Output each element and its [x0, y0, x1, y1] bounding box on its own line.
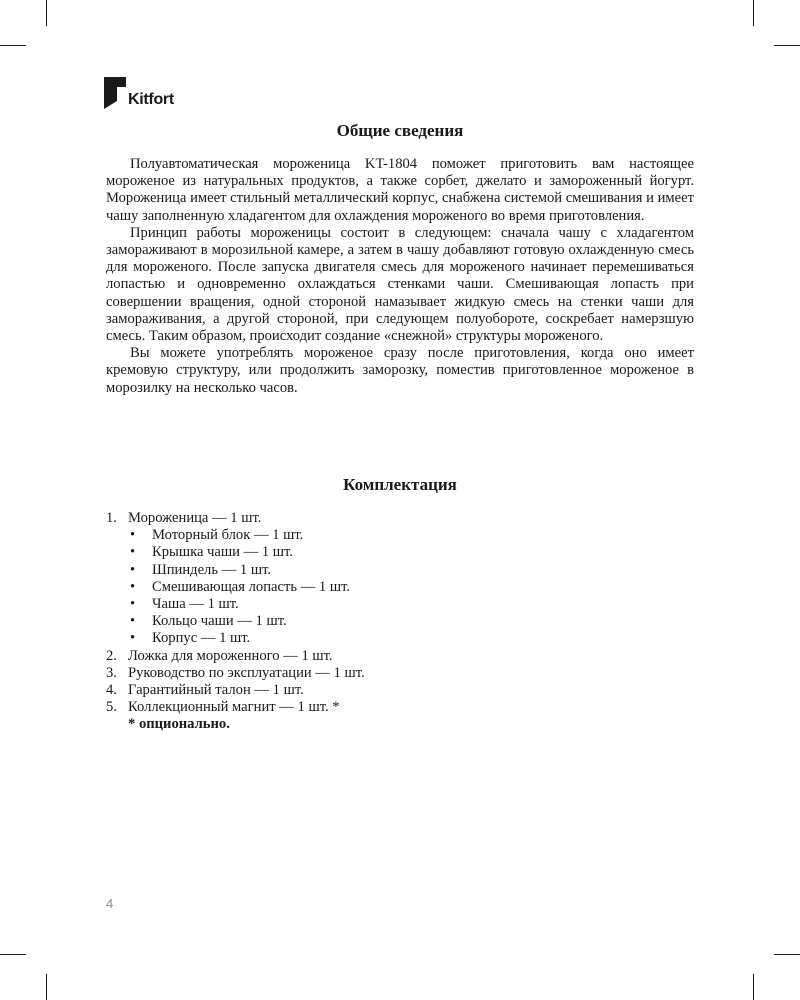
bullet: • [130, 613, 136, 630]
page-number: 4 [106, 896, 114, 911]
optional-note: * опционально. [128, 716, 230, 733]
kit-list [106, 510, 365, 734]
item-label: Гарантийный талон — 1 шт. [128, 682, 304, 699]
item-label: Руководство по эксплуатации — 1 шт. [128, 664, 365, 681]
bullet: • [130, 578, 136, 595]
list-item [106, 648, 365, 665]
item-label: Мороженица — 1 шт. [128, 510, 262, 526]
crop-mark [0, 45, 26, 46]
sub-item: • Смешивающая лопасть — 1 шт. [130, 578, 351, 595]
list-item [106, 682, 365, 699]
crop-mark [774, 45, 800, 46]
item-number: 1. [106, 510, 117, 526]
crop-mark [46, 0, 47, 26]
sub-item: • Моторный блок — 1 шт. [130, 527, 304, 544]
general-heading: Общие сведения [336, 121, 464, 140]
sub-item: • Чаша — 1 шт. [130, 596, 239, 613]
crop-mark [753, 974, 754, 1000]
bullet: • [130, 596, 136, 613]
crop-mark [0, 954, 26, 955]
bullet: • [130, 527, 136, 544]
item-number: 3. [106, 664, 117, 681]
bullet: • [130, 544, 136, 561]
general-body [106, 156, 694, 397]
item-number: 4. [106, 682, 117, 699]
item-label: Ложка для мороженного — 1 шт. [128, 647, 333, 664]
bullet: • [130, 630, 136, 647]
crop-mark [753, 0, 754, 26]
paragraph: Принцип работы мороженицы состоит в следующем: сначала чашу с хладагентом замораживают в морозильной камере, а затем в чашу добавляют готовую охлажденную смесь для мороженого. После запуска двигателя смесь для мороженого начинает перемешиваться лопастью и одновременно охлаждаться стенками чаши. Смешивающая лопасть при совершении вращения, одной стороной намазывает жидкую смесь на стенки чаши для замораживания, а другой стороной, при следующем полуобороте, соскребает намерзшую смесь. Таким образом, происходит создание «снежной» структуры мороженого. [106, 224, 694, 345]
list-item [106, 699, 365, 716]
list-item [106, 665, 365, 682]
item-number: 2. [106, 647, 117, 664]
item-number: 5. [106, 699, 117, 716]
sub-list [128, 527, 365, 647]
sub-item: • Корпус — 1 шт. [130, 630, 251, 647]
sub-item: • Шпиндель — 1 шт. [130, 561, 271, 578]
kitfort-mark-icon [104, 77, 126, 109]
crop-mark [46, 974, 47, 1000]
bullet: • [130, 561, 136, 578]
brand-name: Kitfort [128, 91, 174, 108]
sub-item: • Кольцо чаши — 1 шт. [130, 613, 287, 630]
paragraph: Вы можете употреблять мороженое сразу после приготовления, когда оно имеет кремовую структуру, или продолжить заморозку, поместив приготовленное мороженое в морозилку на несколько часов. [106, 345, 694, 396]
sub-item: • Крышка чаши — 1 шт. [130, 544, 293, 561]
kitfort-logo [104, 77, 174, 109]
kit-heading: Комплектация [343, 475, 457, 494]
crop-mark [774, 954, 800, 955]
paragraph: Полуавтоматическая мороженица KT-1804 поможет приготовить вам настоящее мороженое из натуральных продуктов, а также сорбет, джелато и замороженный йогурт. Мороженица имеет стильный металлический корпус, снабжена системой смешивания и имеет чашу заполненную хладагентом для охлаждения мороженого во время приготовления. [106, 156, 694, 224]
list-item [106, 510, 365, 648]
item-label: Коллекционный магнит — 1 шт. * [128, 699, 340, 716]
